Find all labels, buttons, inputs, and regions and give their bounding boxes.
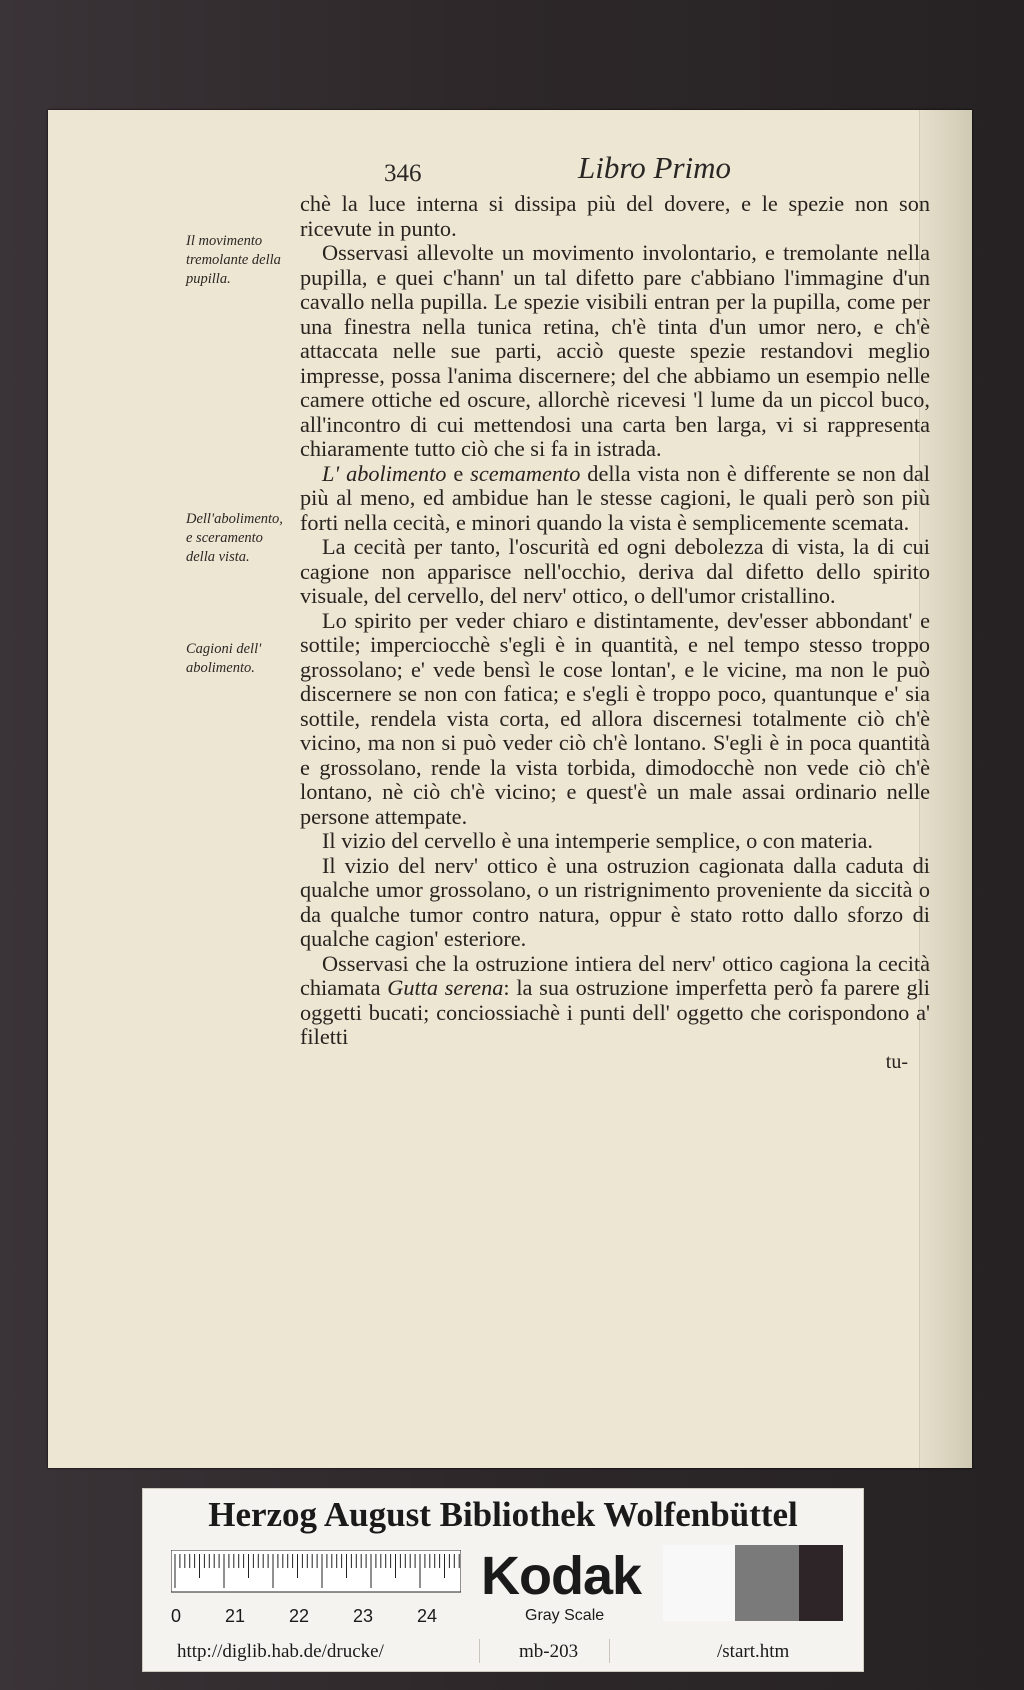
paragraph-text: e [446, 460, 471, 486]
strip-footer [143, 1637, 863, 1667]
paragraph-text: Osservasi che la ostruzione intiera del nerv' ottico cagiona la cecità chiamata [300, 950, 930, 1000]
paragraph: Il vizio del nerv' ottico è una ostruzion cagionata dalla caduta di qualche umor grossolano, o un ristrignimento proveniente da siccità o da qualche tumor contro natura, oppur è stato rotto dallo sforzo di qualche cagion' esteriore. [300, 852, 930, 951]
page-header [338, 150, 898, 190]
page-number: 346 [384, 160, 422, 187]
margin-note: Dell'abolimento, e sceramento della vista. [186, 511, 283, 565]
catchword: tu- [885, 1050, 908, 1073]
divider [609, 1639, 610, 1663]
ruler-ticks-icon [171, 1550, 461, 1606]
library-name: Herzog August Bibliothek Wolfenbüttel [208, 1495, 798, 1534]
shelf-code: mb-203 [519, 1641, 579, 1662]
library-color-strip [142, 1488, 864, 1672]
paragraph-text: della vista non è differente se non dal più al meno, ed ambidue han le stesse cagioni, le quali però son più forti nella cecità, e minori quando la vista è semplicemente scemata. [300, 460, 930, 535]
paragraph: chè la luce interna si dissipa più del dovere, e le spezie non son ricevute in punto. [300, 191, 930, 241]
gray-swatch-white [663, 1545, 735, 1621]
ruler-label: 24 [417, 1606, 438, 1626]
ruler-label: 22 [289, 1606, 310, 1626]
emphasis: Gutta serena [387, 975, 504, 1000]
emphasis: scemamento [470, 460, 581, 486]
ruler-label: 21 [225, 1606, 246, 1626]
kodak-logo: Kodak [481, 1546, 642, 1606]
running-head: Libro Primo [578, 150, 732, 185]
gray-scale-label: Gray Scale [525, 1607, 605, 1624]
body-text [300, 192, 930, 1074]
book-page [48, 110, 972, 1468]
paragraph [300, 462, 930, 536]
paragraph [300, 952, 930, 1050]
start-path: /start.htm [717, 1641, 790, 1662]
ruler-label: 23 [353, 1606, 374, 1626]
gray-swatch-dark [799, 1545, 843, 1621]
paragraph-text: : la sua ostruzione imperfetta però fa parere gli oggetti bucati; conciossiachè i punti dell' oggetto che corispondono a' filetti [300, 975, 930, 1049]
gray-swatch-mid [735, 1545, 799, 1621]
divider [479, 1639, 480, 1663]
paragraph: Lo spirito per veder chiaro e distintamente, dev'esser abbondant' e sottile; imperciocchè s'egli è in quantità, e nel tempo stesso troppo grossolano; e' vede bensì le cose lontan', e le vicine, ma non le può discernere se non con fatica; e s'egli è troppo poco, quantunque e' sia sottile, rendela vista corta, ed allora discernesi totalmente ciò ch'è vicino, ma non si può veder ciò ch'è lontano. S'egli è in poca quantità e grossolano, rende la vista torbida, dimodocchè non vede ciò ch'è lontano, nè ciò ch'è vicino; e quest'è un male assai ordinario nelle persone attempate. [300, 607, 930, 829]
margin-note: Il movimento tremolante della pupilla. [186, 233, 281, 287]
ruler-label: 0 [171, 1606, 182, 1626]
emphasis: L' abolimento [322, 460, 447, 486]
margin-note: Cagioni dell' abolimento. [186, 641, 262, 676]
paragraph: Osservasi allevolte un movimento involontario, e tremolante nella pupilla, e quei c'hann' un tal difetto pare c'abbiano l'immagine d'un cavallo nella pupilla. Le spezie visibili entran per la pupilla, come per una finestra nella tunica retina, ch'è tinta d'un umor nero, e ch'è attaccata nelle sue parti, acciò queste spezie restandovi meglio impresse, possa l'anima discernere; del che abbiamo un esempio nelle camere ottiche ed oscure, allorchè ricevesi 'l lume da un piccol buco, all'incontro di cui mettendosi una carta ben larga, vi si rappresenta chiaramente tutto ciò che si fa in istrada. [300, 240, 930, 461]
scale-ruler [171, 1550, 461, 1630]
paragraph: La cecità per tanto, l'oscurità ed ogni debolezza di vista, la di cui cagione non apparisce nell'occhio, deriva dal difetto dello spirito visuale, del cervello, del nerv' ottico, o dell'umor cristallino. [300, 534, 930, 608]
paragraph: Il vizio del cervello è una intemperie semplice, o con materia. [322, 828, 873, 853]
source-url: http://diglib.hab.de/drucke/ [177, 1641, 384, 1662]
